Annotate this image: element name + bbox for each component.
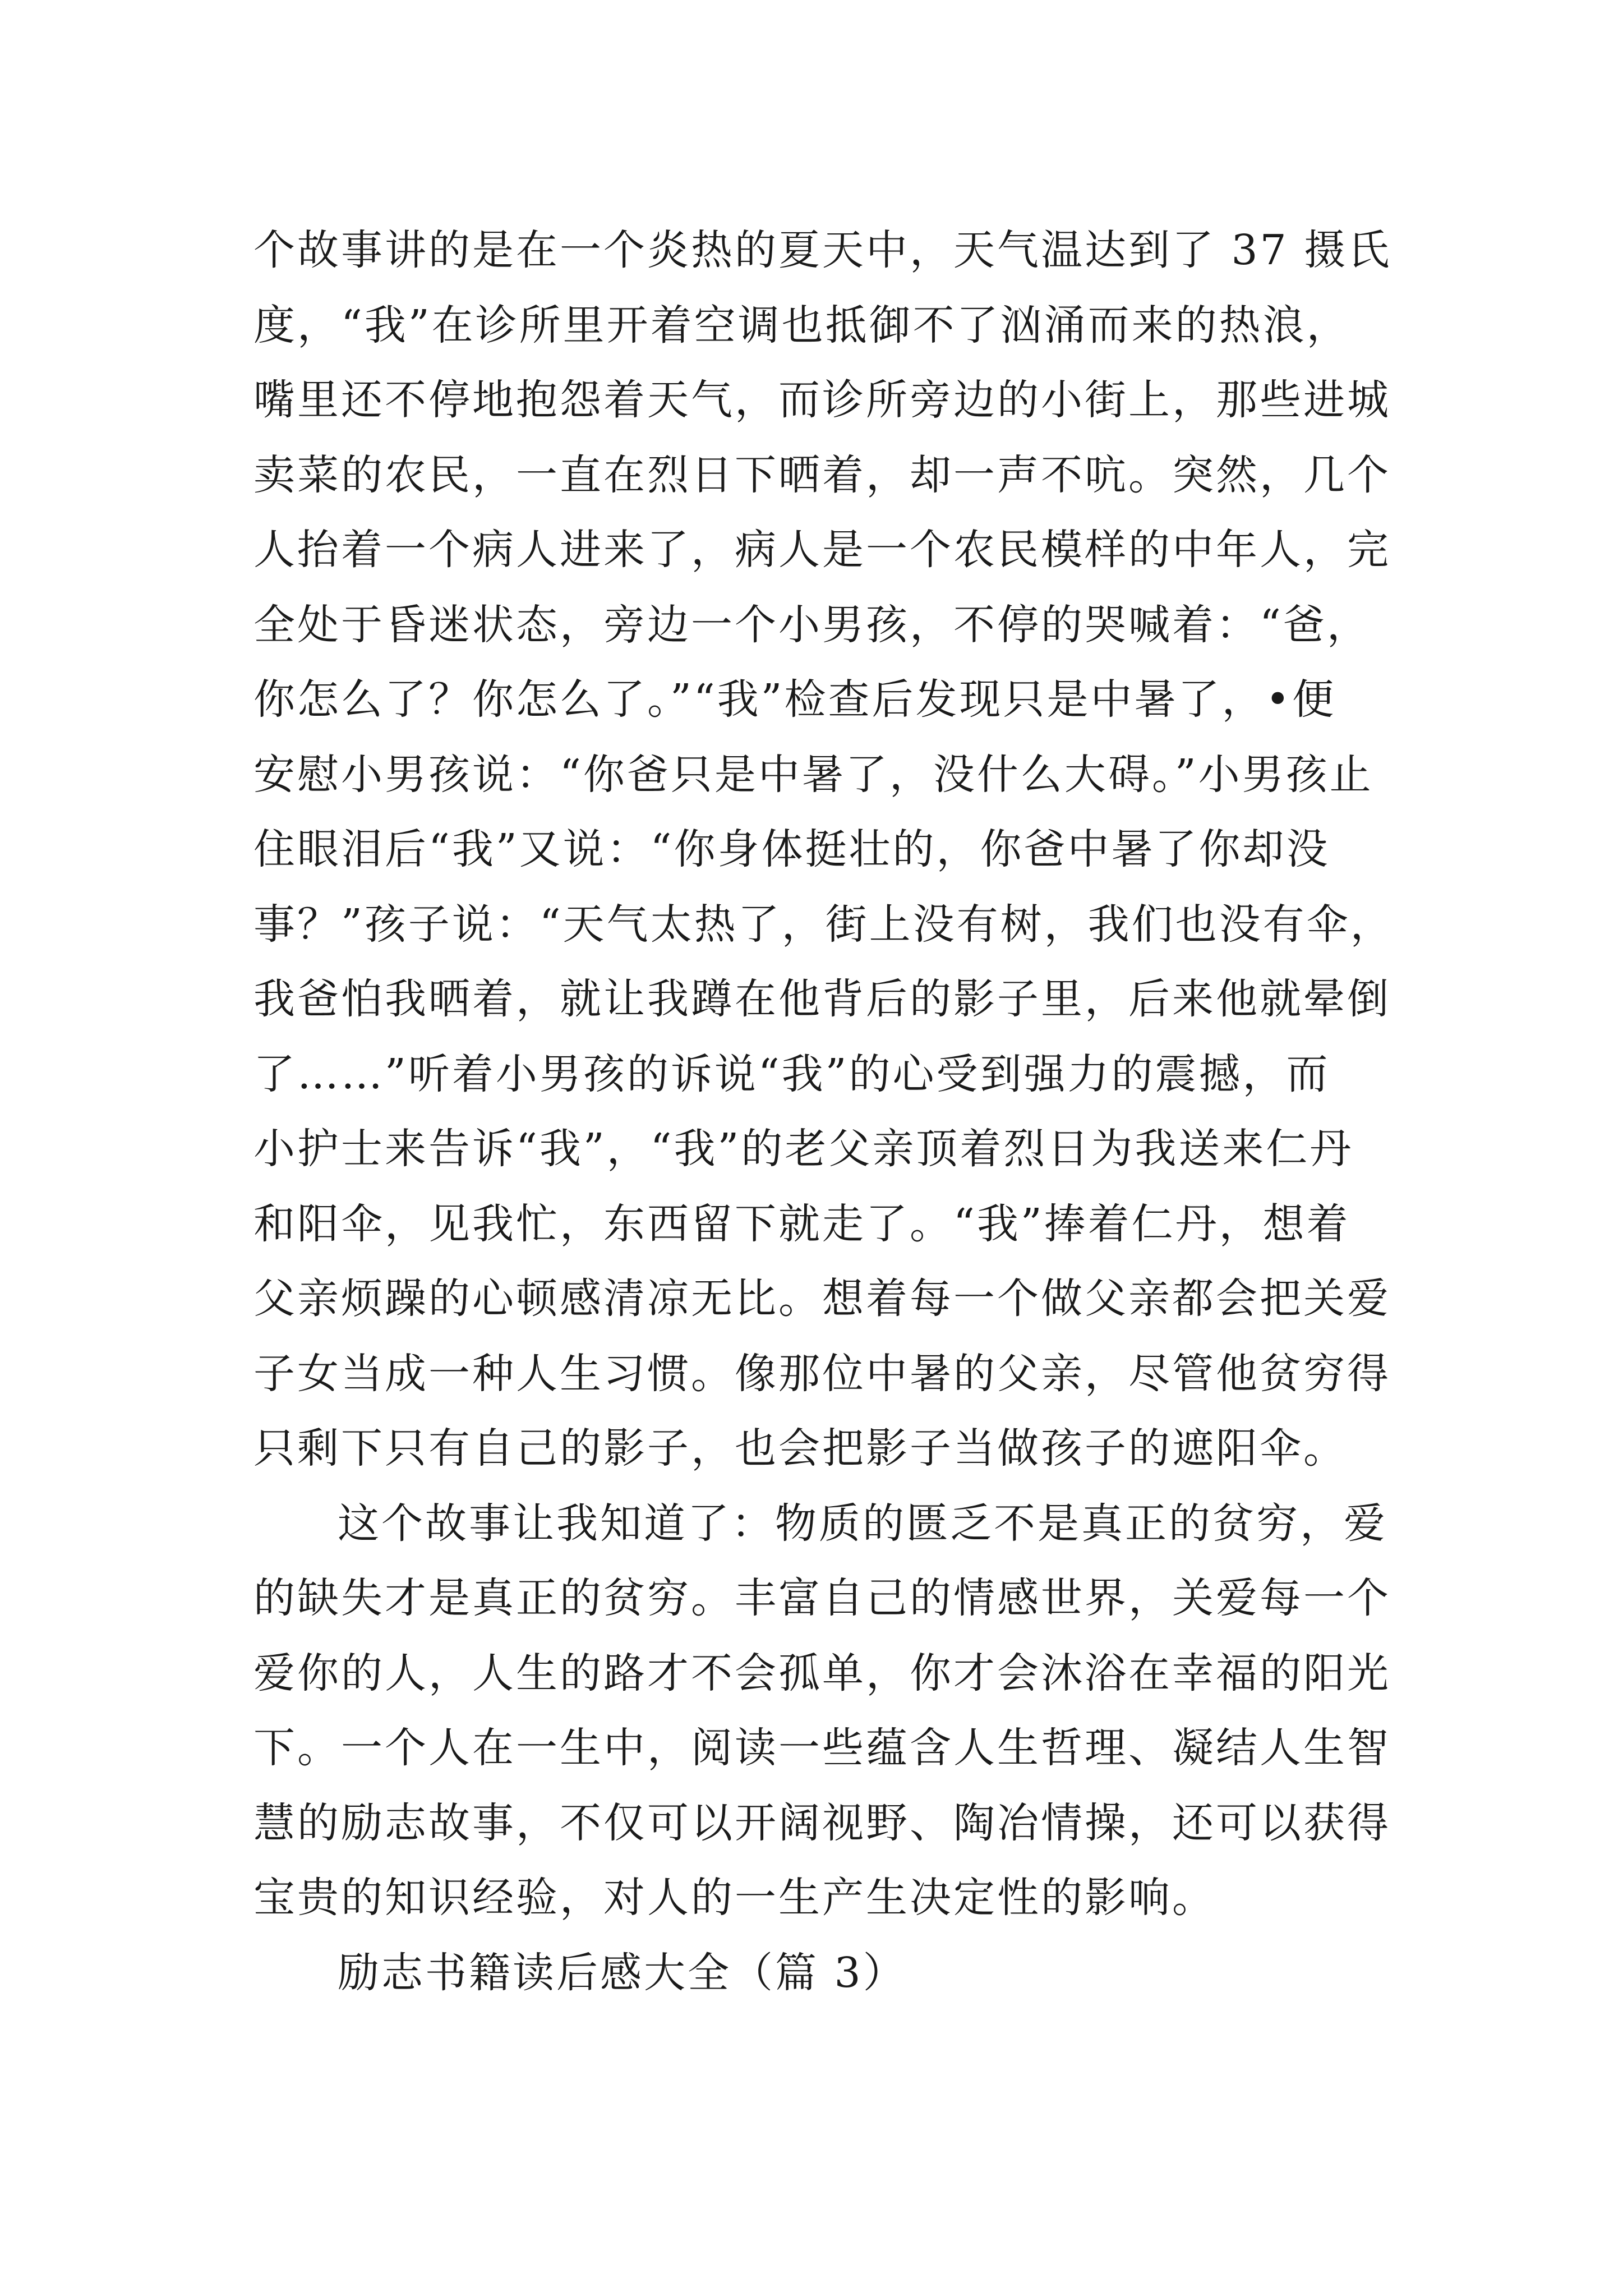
text-line: 子女当成一种人生习惯。像那位中暑的父亲，尽管他贫穷得 bbox=[253, 1349, 1391, 1398]
body-text bbox=[253, 213, 1394, 2010]
text-line: 度，“我”在诊所里开着空调也抵御不了汹涌而来的热浪， bbox=[253, 301, 1350, 349]
text-line: 小护士来告诉“我”，“我”的老父亲顶着烈日为我送来仁丹 bbox=[253, 1125, 1354, 1173]
text-line: 爱你的人，人生的路才不会孤单，你才会沐浴在幸福的阳光 bbox=[253, 1649, 1391, 1697]
paragraph-story bbox=[253, 213, 1394, 1487]
text-line: 我爸怕我晒着，就让我蹲在他背后的影子里，后来他就晕倒 bbox=[253, 975, 1391, 1023]
text-line: 父亲烦躁的心顿感清凉无比。想着每一个做父亲都会把关爱 bbox=[253, 1274, 1391, 1323]
text-line: 和阳伞，见我忙，东西留下就走了。“我”捧着仁丹，想着 bbox=[253, 1199, 1350, 1248]
text-line: 安慰小男孩说：“你爸只是中暑了，没什么大碍。”小男孩止 bbox=[253, 750, 1373, 799]
text-line: 全处于昏迷状态，旁边一个小男孩，不停的哭喊着：“爸， bbox=[253, 600, 1371, 649]
text-line: 嘴里还不停地抱怨着天气，而诊所旁边的小街上，那些进城 bbox=[253, 376, 1391, 424]
text-line: 了……”听着小男孩的诉说“我”的心受到强力的震撼，而 bbox=[253, 1050, 1330, 1098]
paragraph-reflection bbox=[253, 1487, 1391, 1936]
text-line: 下。一个人在一生中，阅读一些蕴含人生哲理、凝结人生智 bbox=[253, 1724, 1391, 1772]
text-line: 只剩下只有自己的影子，也会把影子当做孩子的遮阳伞。 bbox=[253, 1424, 1347, 1473]
text-line: 事？”孩子说：“天气太热了，街上没有树，我们也没有伞， bbox=[253, 900, 1394, 949]
text-line: 慧的励志故事，不仅可以开阔视野、陶冶情操，还可以获得 bbox=[253, 1798, 1391, 1847]
text-line: 的缺失才是真正的贫穷。丰富自己的情感世界，关爱每一个 bbox=[253, 1574, 1391, 1622]
text-line: 卖菜的农民，一直在烈日下晒着，却一声不吭。突然，几个 bbox=[253, 450, 1391, 499]
text-line: 你怎么了？你怎么了。”“我”检查后发现只是中暑了，•便 bbox=[253, 675, 1336, 724]
section-heading: 励志书籍读后感大全（篇 3） bbox=[338, 1948, 907, 1997]
text-line: 人抬着一个病人进来了，病人是一个农民模样的中年人，完 bbox=[253, 526, 1391, 574]
text-line: 住眼泪后“我”又说：“你身体挺壮的，你爸中暑了你却没 bbox=[253, 825, 1330, 873]
text-line: 个故事讲的是在一个炎热的夏天中，天气温达到了 37 摄氏 bbox=[253, 226, 1392, 274]
text-line: 这个故事让我知道了：物质的匮乏不是真正的贫穷，爱 bbox=[338, 1499, 1387, 1548]
text-line: 宝贵的知识经验，对人的一生产生决定性的影响。 bbox=[253, 1874, 1216, 1922]
